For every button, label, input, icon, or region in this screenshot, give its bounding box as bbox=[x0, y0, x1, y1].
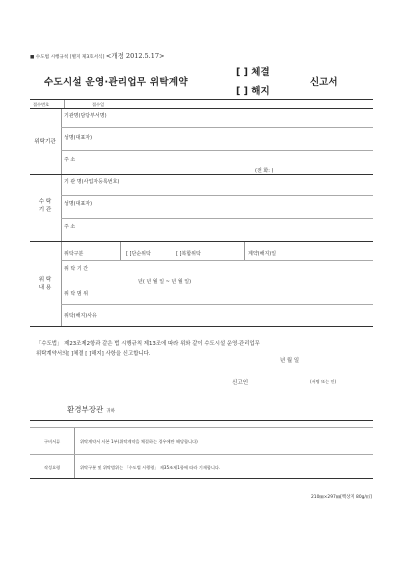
divider bbox=[74, 428, 75, 478]
receipt-date-label: 접수일 bbox=[92, 102, 105, 107]
form-title: 수도시설 운영·관리업무 위탁계약 bbox=[44, 77, 188, 88]
divider bbox=[61, 260, 373, 261]
notes-top-rule bbox=[30, 420, 373, 421]
divider bbox=[244, 242, 245, 260]
declaration-line1: 「수도법」 제23조제2항과 같은 법 시행규칙 제13조에 따라 위와 같이 수도시설 운영·관리업무 bbox=[36, 341, 260, 347]
divider bbox=[64, 100, 65, 108]
contract-section-label bbox=[30, 276, 60, 293]
recipient-suffix: 귀하 bbox=[106, 409, 115, 414]
contract-period-value: 년( 년 월 일 ~ 년 월 일) bbox=[138, 279, 192, 285]
divider bbox=[120, 242, 121, 260]
notes-bottom-rule bbox=[30, 478, 373, 479]
section-rule bbox=[30, 241, 373, 242]
revision-date: <개정 2012.5.17> bbox=[105, 52, 165, 60]
trustee-address-label: 주 소 bbox=[64, 224, 76, 230]
divider bbox=[61, 150, 373, 151]
section-rule bbox=[30, 174, 373, 175]
declaration-line2: 위탁계약서의[ ]체결 [ ]해지] 사항을 신고합니다. bbox=[36, 351, 151, 358]
notes-docs-text: 위탁계약서 사본 1부(위탁계약을 체결하는 경우에만 해당합니다) bbox=[80, 439, 198, 444]
declaration bbox=[36, 339, 366, 360]
notes-guide-text: 위탁구분 및 위탁범위는 「수도법 시행령」 제35조제1항에 따라 기재합니다. bbox=[80, 465, 221, 470]
recipient bbox=[67, 404, 115, 415]
divider bbox=[61, 218, 373, 219]
declaration-date: 년 월 일 bbox=[280, 358, 300, 364]
divider bbox=[61, 109, 62, 174]
recipient-name: 환경부장관 bbox=[67, 405, 104, 414]
trustee-section-label bbox=[30, 198, 60, 215]
contract-type-label: 위탁구분 bbox=[64, 251, 84, 257]
contract-type-single[interactable]: [ ]단순위탁 bbox=[126, 251, 151, 257]
trustee-section-line2: 기 관 bbox=[38, 207, 52, 214]
divider bbox=[61, 242, 62, 326]
form-reference bbox=[30, 51, 164, 60]
contract-period-label: 위 탁 기 간 bbox=[64, 266, 89, 272]
divider bbox=[61, 127, 373, 128]
notes-guide-label: 작성요령 bbox=[44, 465, 61, 470]
trustee-org-label: 기 관 명(사업자등록번호) bbox=[64, 179, 120, 185]
form-title-suffix: 신고서 bbox=[310, 77, 338, 88]
section-rule bbox=[30, 326, 373, 327]
contract-scope-label: 위 탁 범 위 bbox=[64, 291, 89, 297]
top-rule bbox=[30, 99, 373, 100]
divider bbox=[61, 195, 373, 196]
trustee-section-line1: 수 탁 bbox=[38, 199, 52, 205]
signature-label: (서명 또는 인) bbox=[310, 379, 337, 384]
divider bbox=[30, 427, 373, 428]
consignor-section-text: 위탁기관 bbox=[34, 139, 56, 145]
consignor-rep-label: 성명(대표자) bbox=[64, 135, 93, 141]
title-option-conclude[interactable]: [ ] 체결 bbox=[236, 67, 270, 78]
applicant-label: 신고인 bbox=[232, 380, 249, 386]
contract-section-line1: 위 탁 bbox=[38, 277, 52, 283]
receipt-number-label: 접수번호 bbox=[33, 102, 50, 107]
consignor-phone-label: (전 화: ) bbox=[255, 168, 274, 174]
consignor-address-label: 주 소 bbox=[64, 157, 76, 163]
trustee-rep-label: 성명(대표자) bbox=[64, 201, 93, 207]
receipt-rule bbox=[30, 108, 373, 109]
contract-type-complex[interactable]: [ ]복합위탁 bbox=[176, 251, 201, 257]
form-reference-text: ■ 수도법 시행규칙 [별지 제3호서식] bbox=[30, 55, 105, 60]
consignor-section-label bbox=[30, 138, 60, 146]
contract-section-line2: 내 용 bbox=[38, 285, 52, 292]
contract-reason-label: 위탁(해지)사유 bbox=[64, 313, 97, 319]
notes-docs-label: 구비서류 bbox=[44, 439, 61, 444]
divider bbox=[61, 175, 62, 241]
title-option-terminate[interactable]: [ ] 해지 bbox=[236, 86, 270, 97]
consignor-org-label: 기관명(담당부서명) bbox=[64, 113, 107, 119]
paper-spec: 210㎜×297㎜[백상지 80g/㎡] bbox=[310, 495, 372, 500]
divider bbox=[61, 304, 373, 305]
divider bbox=[30, 454, 373, 455]
contract-date-label: 계약(해지)일 bbox=[248, 251, 277, 257]
